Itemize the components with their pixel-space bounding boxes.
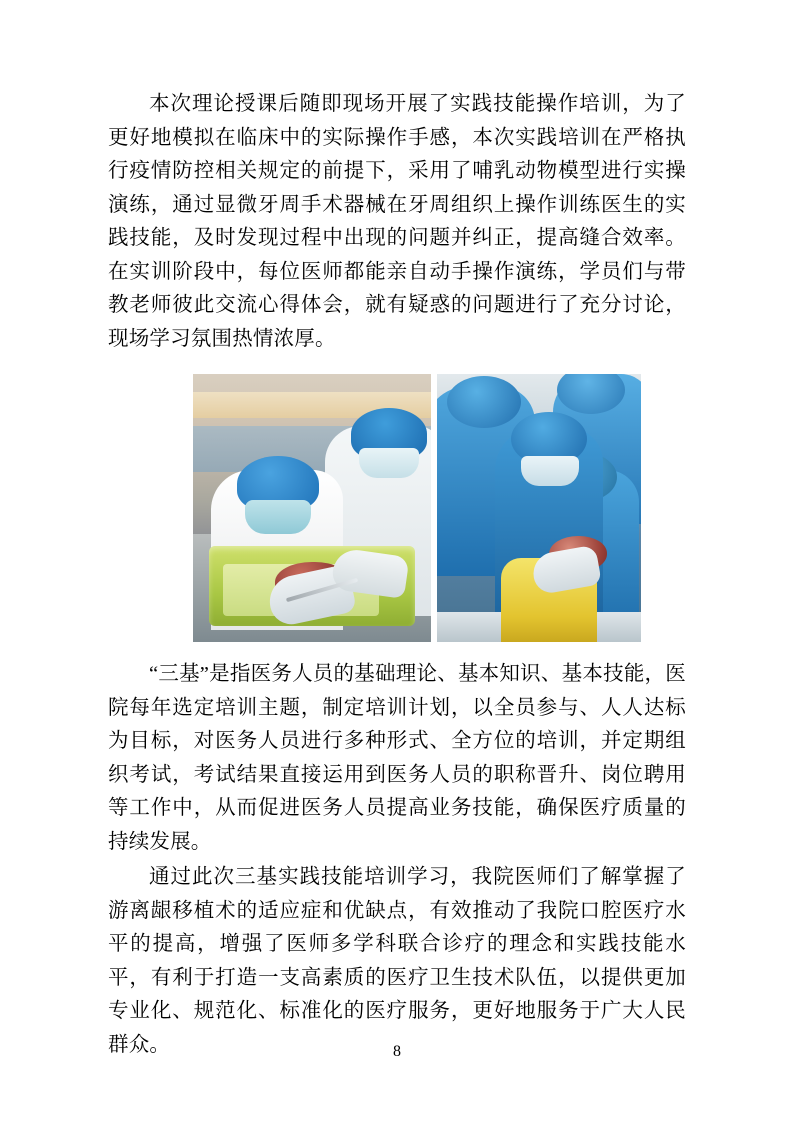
training-photo-right — [437, 374, 641, 642]
paragraph-training-outcome: 通过此次三基实践技能培训学习，我院医师们了解掌握了游离龈移植术的适应症和优缺点，有效推动了我院口腔医疗水平的提高，增强了医师多学科联合诊疗的理念和实践技能水平，有利于打造一支高素质的医疗卫生技术队伍，以提供更加专业化、规范化、标准化的医疗服务，更好地服务于广大人民群众。 — [108, 866, 686, 1056]
training-photo-left — [193, 374, 431, 642]
paragraph-practice-training: 本次理论授课后随即现场开展了实践技能操作培训，为了更好地模拟在临床中的实际操作手感，本次实践培训在严格执行疫情防控相关规定的前提下，采用了哺乳动物模型进行实操演练，通过显微牙周手术器械在牙周组织上操作训练医生的实践技能，及时发现过程中出现的问题并纠正，提高缝合效率。在实训阶段中，每位医师都能亲自动手操作演练，学员们与带教老师彼此交流心得体会，就有疑惑的问题进行了充分讨论，现场学习氛围热情浓厚。 — [108, 93, 686, 350]
page-number: 8 — [393, 1043, 401, 1060]
photo-row — [108, 374, 686, 642]
paragraph-sanji-definition: “三基”是指医务人员的基础理论、基本知识、基本技能，医院每年选定培训主题，制定培训计划，以全员参与、人人达标为目标，对医务人员进行多种形式、全方位的培训，并定期组织考试，考试结果直接运用到医务人员的职称晋升、岗位聘用等工作中，从而促进医务人员提高业务技能，确保医疗质量的持续发展。 — [108, 663, 686, 853]
document-body — [108, 88, 686, 1062]
